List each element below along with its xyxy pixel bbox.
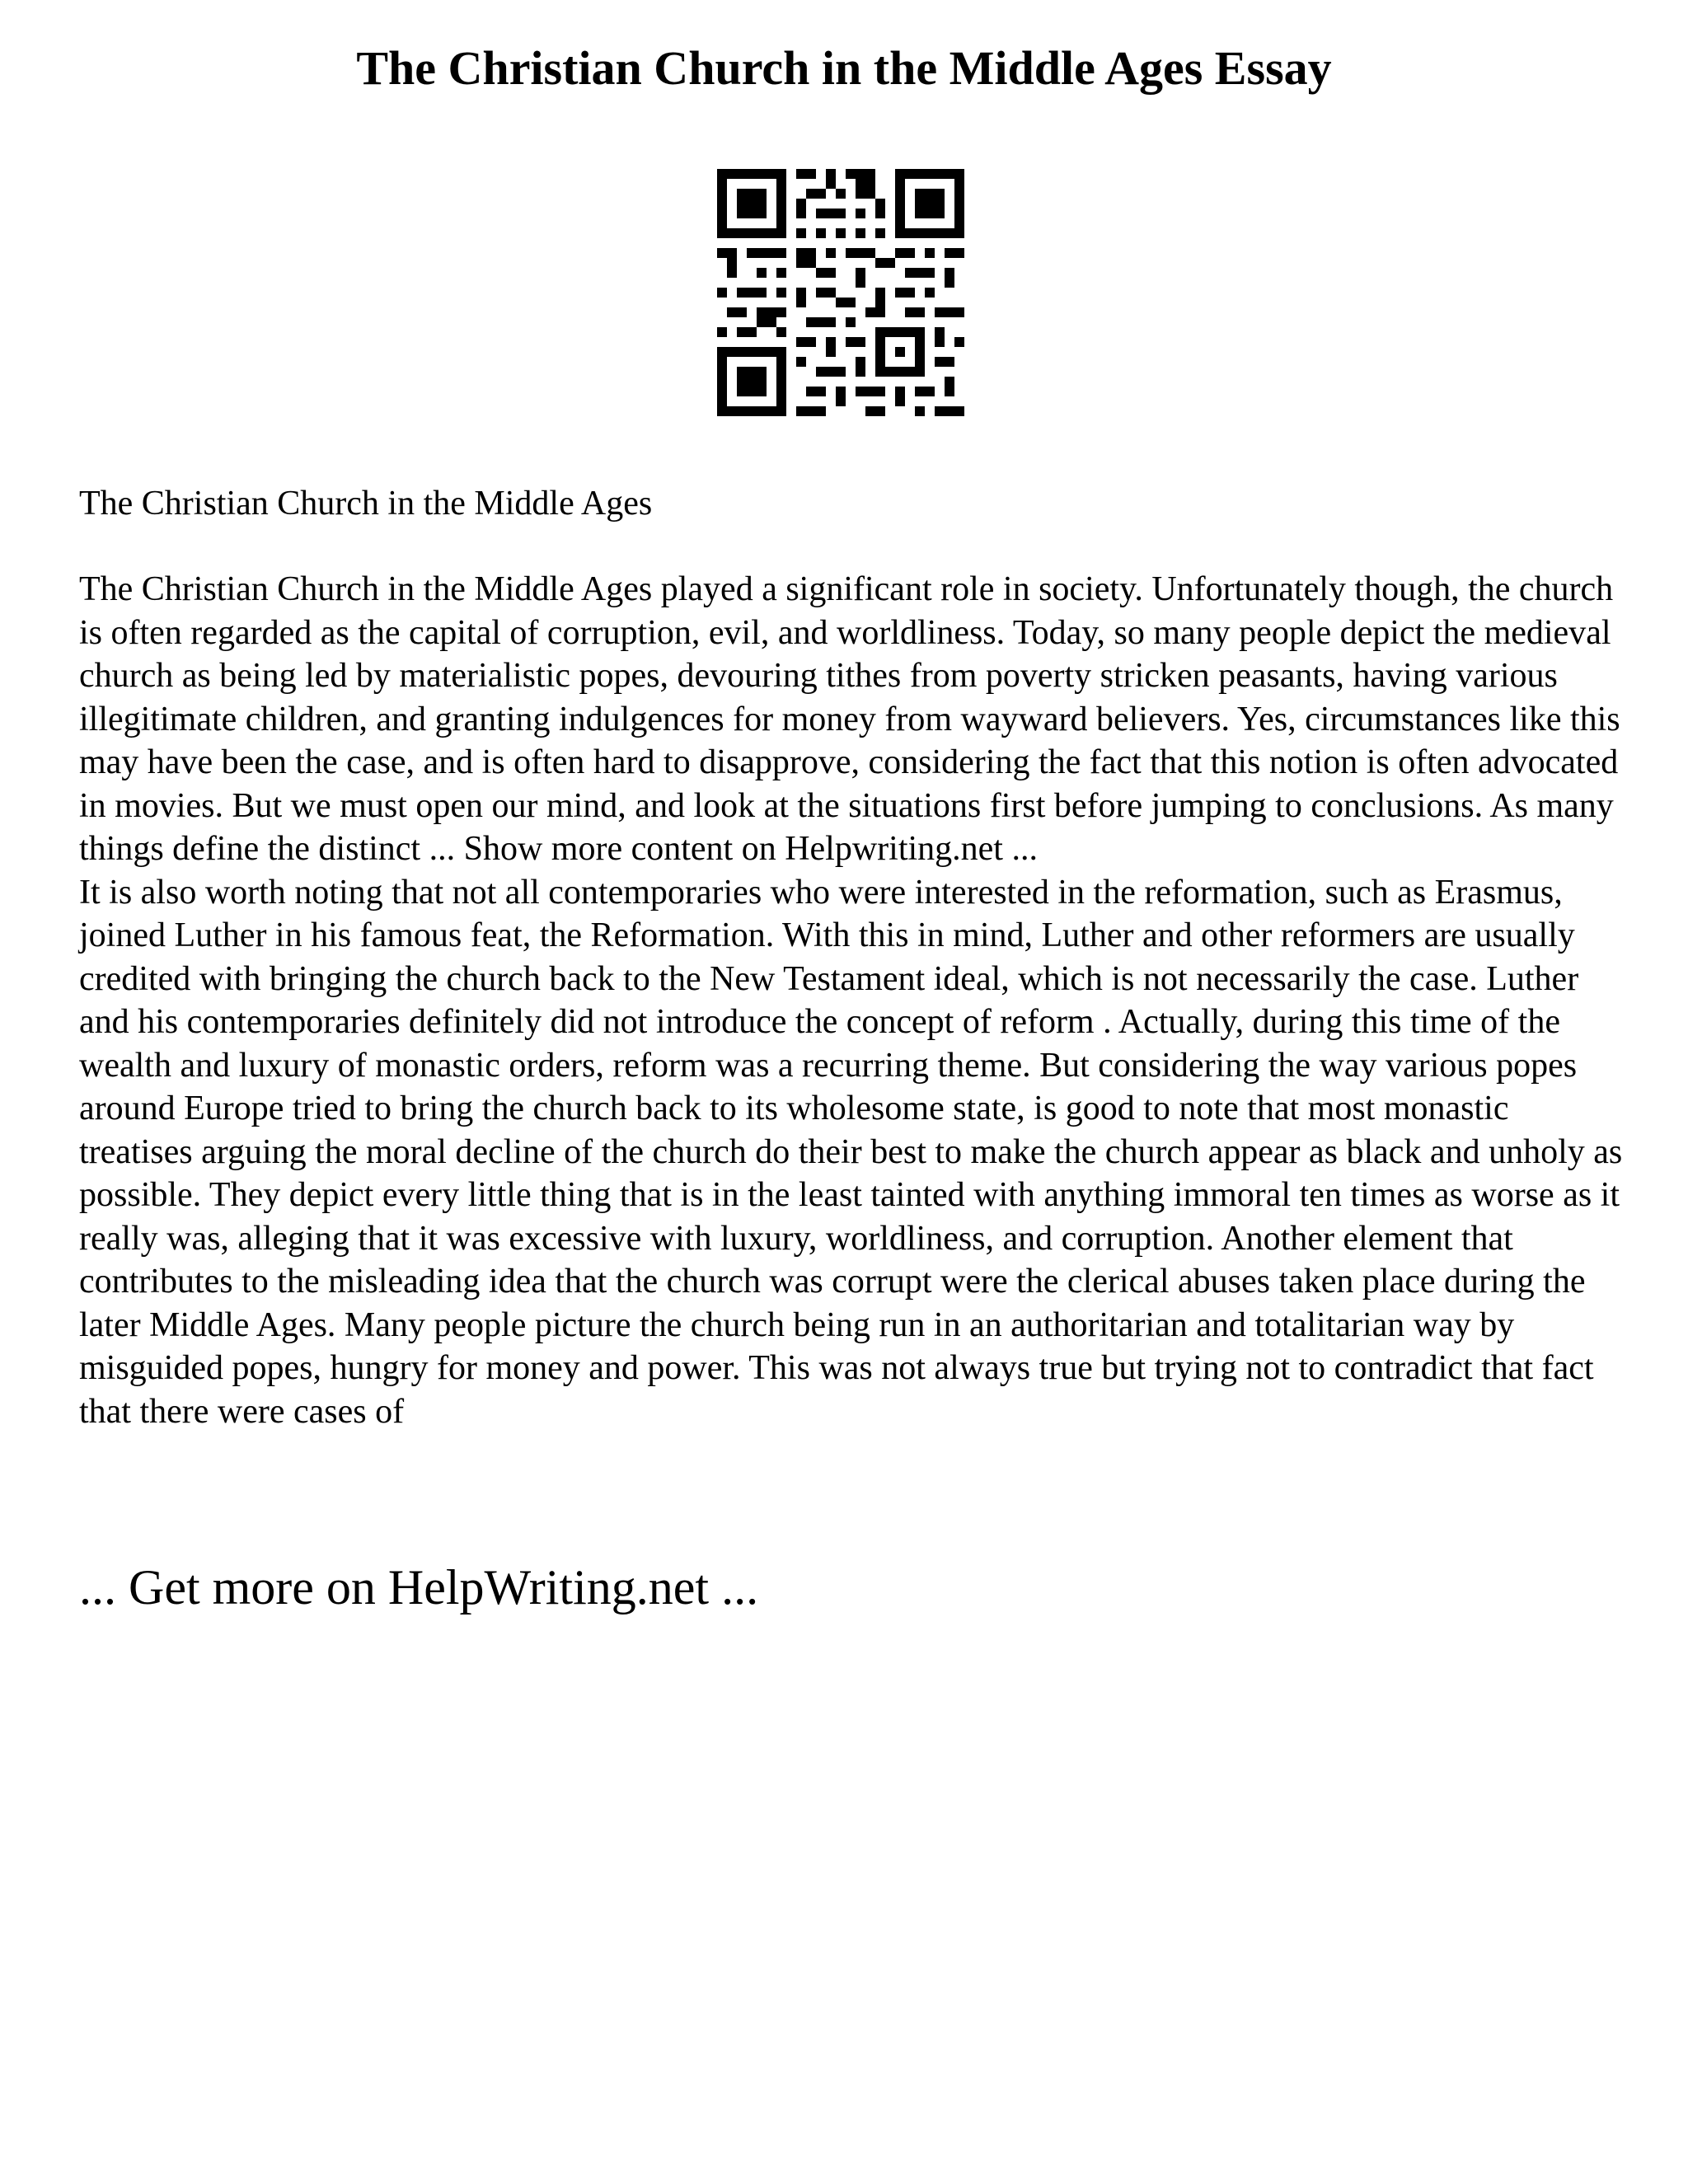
page-title: The Christian Church in the Middle Ages Essay [356,41,1332,95]
document-body [79,482,1629,1433]
essay-subheading: The Christian Church in the Middle Ages [79,485,653,523]
paragraph-2: It is also worth noting that not all contemporaries who were interested in the reformation, such as Erasmus, joined Luther in his famous feat, the Reformation. With this in mind, Luther and other reformers are usually credited with bringing the church back to the New Testament ideal, which is not necessarily the case. Luther and his contemporaries definitely did not introduce the concept of reform . Actually, during this time of the wealth and luxury of monastic orders, reform was a recurring theme. But considering the way various popes around Europe tried to bring the church back to its wholesome state, is good to note that most monastic treatises arguing the moral decline of the church do their best to make the church appear as black and unholy as possible. They depict every little thing that is in the least tainted with anything immoral ten times as worse as it really was, alleging that it was excessive with luxury, worldliness, and corruption. Another element that contributes to the misleading idea that the church was corrupt were the clerical abuses taken place during the later Middle Ages. Many people picture the church being run in an authoritarian and totalitarian way by misguided popes, hungry for money and power. This was not always true but trying not to contradict that fact that there were cases of [79,873,1623,1431]
qr-code-icon [717,169,964,416]
paragraph-1: The Christian Church in the Middle Ages played a significant role in society. Unfortunately though, the church is often regarded as the capital of corruption, evil, and worldliness. Today, so many people depict the medieval church as being led by materialistic popes, devouring tithes from poverty stricken peasants, having various illegitimate children, and granting indulgences for money from wayward believers. Yes, circumstances like this may have been the case, and is often hard to disapprove, considering the fact that this notion is often advocated in movies. But we must open our mind, and look at the situations first before jumping to conclusions. As many things define the distinct ... Show more content on Helpwriting.net ... [79,570,1620,868]
get-more-link[interactable]: ... Get more on HelpWriting.net ... [79,1560,759,1615]
